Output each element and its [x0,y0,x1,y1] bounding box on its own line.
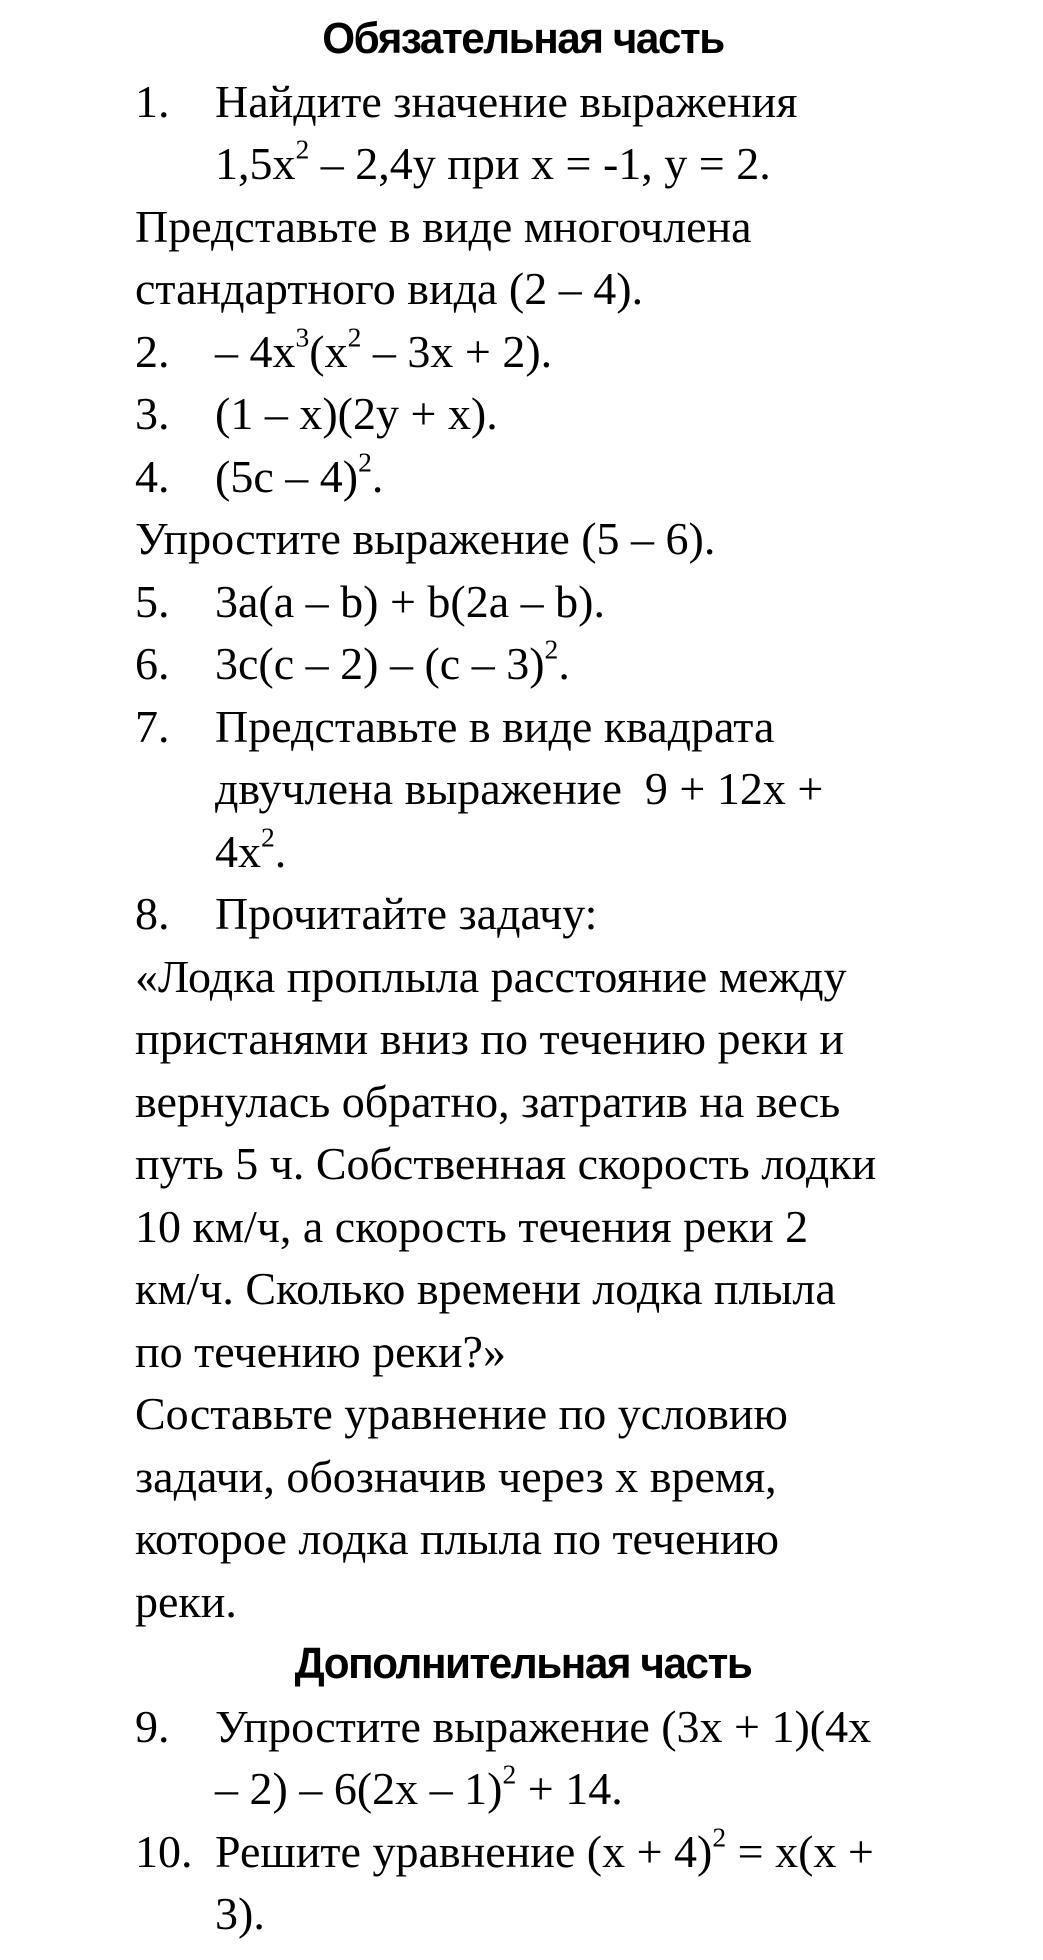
task-7 [135,696,995,884]
task-number: 3. [135,388,170,439]
exponent: 2 [544,633,559,665]
exponent: 2 [347,320,362,352]
worksheet-page [135,8,995,1946]
section-instruction-line: Представьте в виде многочлена [135,200,752,252]
problem-text [135,946,995,1384]
task-number: 5. [135,575,170,627]
task-4 [135,446,995,509]
task-10 [135,1821,995,1946]
expr-part: (x [309,325,348,377]
expr-part: 1,5x [215,138,296,189]
expr-part: – 3x + 2). [361,325,553,377]
expr-part: . [274,825,287,877]
problem-text-line: путь 5 ч. Собственная скорость лодки [135,1138,877,1189]
expr-part: – 2,4y при x = -1, y = 2. [309,138,771,189]
expr-part: – 2) – 6(2x – 1) [215,1763,503,1814]
exponent: 2 [358,445,372,477]
task-number: 6. [135,638,170,689]
task-expression-line [215,821,995,884]
task-expression-line [215,446,995,509]
problem-text-line: пристанями вниз по течению реки и [135,1013,845,1064]
extra-part-heading: Дополнительная часть [294,1639,752,1688]
instruction-text-line: реки. [135,1575,237,1627]
task-1 [135,71,995,196]
instruction-text [135,1383,995,1633]
task-number: 10. [135,1825,193,1877]
task-content [215,1821,995,1946]
task-6 [135,633,995,696]
exponent: 2 [712,1820,727,1852]
task-8 [135,883,995,946]
task-expression-line [215,321,995,384]
expr-part: Решите уравнение (x + 4) [215,1825,713,1877]
task-number: 2. [135,325,170,377]
task-content [215,1696,995,1821]
expr-part: 4x [215,825,261,877]
task-text-line: Представьте в виде квадрата [215,700,775,752]
task-expression-line: (1 – x)(2y + x). [215,388,498,439]
expr-part: – 4x [215,325,296,377]
task-expression-line: 3a(a – b) + b(2a – b). [215,575,605,627]
expr-part: . [371,450,384,502]
problem-text-line: 10 км/ч, а скорость течения реки 2 [135,1200,809,1252]
instruction-text-line: которое лодка плыла по течению [135,1513,779,1564]
section-instruction-line: стандартного вида (2 – 4). [135,263,644,314]
task-text-line: Прочитайте задачу: [215,888,598,939]
exponent: 3 [295,320,310,352]
instruction-text-line: Составьте уравнение по условию [135,1388,788,1439]
expr-part: + 14. [516,1763,623,1814]
task-text-line: Найдите значение выражения [215,75,798,127]
exponent: 2 [502,1758,517,1790]
task-3 [135,383,995,446]
section-instruction-line: Упростите выражение (5 – 6). [135,513,716,564]
problem-text-line: км/ч. Сколько времени лодка плыла [135,1263,836,1314]
task-5 [135,571,995,634]
problem-text-line: «Лодка проплыла расстояние между [135,950,847,1002]
task-expression-line [215,133,995,196]
task-content [215,71,995,196]
exponent: 2 [295,133,310,165]
task-text-line: Упростите выражение (3x + 1)(4x [215,1700,872,1752]
task-number: 1. [135,75,170,127]
expr-part: . [558,638,570,689]
task-9 [135,1696,995,1821]
task-number: 4. [135,450,170,502]
problem-text-line: по течению реки?» [135,1325,506,1377]
task-expression-line: 3). [215,1888,265,1939]
exponent: 2 [261,820,275,852]
task-content [215,696,995,884]
instruction-text-line: задачи, обозначив через x время, [135,1450,777,1502]
task-number: 7. [135,700,170,752]
task-expression-line [215,1758,995,1821]
problem-text-line: вернулась обратно, затратив на весь [135,1075,841,1127]
task-number: 8. [135,888,170,939]
task-expression-line [215,633,995,696]
task-text-line: двучлена выражение 9 + 12x + [215,763,824,814]
task-2 [135,321,995,384]
task-number: 9. [135,1700,170,1752]
task-expression-line [215,1821,995,1884]
expr-part: 3c(c – 2) – (c – 3) [215,638,545,689]
expr-part: = x(x + [726,1825,874,1877]
expr-part: (5c – 4) [215,450,359,502]
main-part-heading: Обязательная часть [322,14,724,63]
